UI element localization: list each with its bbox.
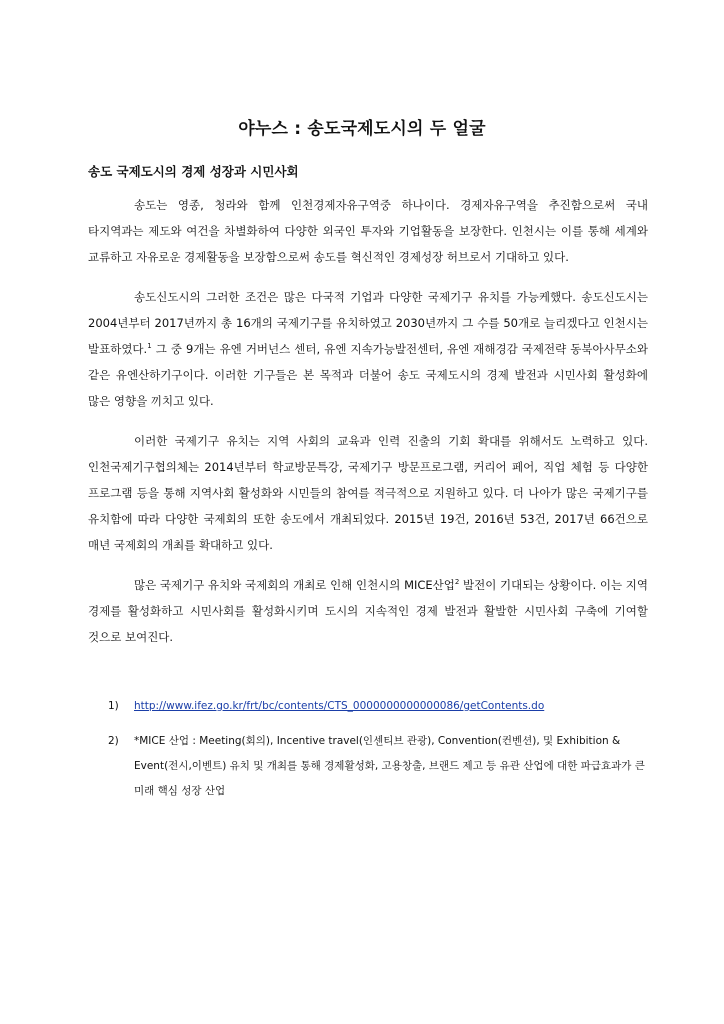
footnote-1-link[interactable]: http://www.ifez.go.kr/frt/bc/contents/CTS_0000000000000086/getContents.do — [134, 700, 545, 712]
footnote-1 — [108, 694, 652, 719]
paragraph-4-text-b: 발전이 기대되는 상황이다. 이는 지역 경제를 활성화하고 시민사회를 활성화시키며 도시의 지속적인 경제 발전과 활발한 시민사회 구축에 기여할 것으로 보여진다. — [88, 578, 648, 644]
footnote-2 — [108, 729, 652, 804]
body-text — [88, 192, 648, 664]
paragraph-1: 송도는 영종, 청라와 함께 인천경제자유구역중 하나이다. 경제자유구역을 추진함으로써 국내 타지역과는 제도와 여건을 차별화하여 다양한 외국인 투자와 기업활동을 보장한다. 인천시는 이를 통해 세계와 교류하고 자유로운 경제활동을 보장함으로써 송도를 혁신적인 경제성장 허브로서 기대하고 있다. — [88, 198, 648, 264]
footnote-1-number: 1) — [108, 700, 119, 712]
paragraph-4 — [88, 572, 648, 650]
paragraph-2 — [88, 284, 648, 414]
section-heading: 송도 국제도시의 경제 성장과 시민사회 — [88, 164, 299, 179]
footnote-ref-2[interactable]: 2 — [454, 578, 460, 587]
paragraph-4-text-a: 많은 국제기구 유치와 국제회의 개최로 인해 인천시의 MICE산업 — [134, 578, 455, 592]
footnote-ref-1[interactable]: 1 — [147, 342, 152, 351]
paragraph-2-text-a: 송도신도시의 그러한 조건은 많은 다국적 기업과 다양한 국제기구 유치를 가능케했다. 송도신도시는 2004년부터 2017년까지 총 16개의 국제기구를 유치하였고 2030년까지 그 수를 50개로 늘리겠다고 인천시는 발표하였다. — [88, 290, 648, 356]
footnote-2-number: 2) — [108, 735, 119, 747]
footnote-2-text: *MICE 산업 : Meeting(회의), Incentive travel(인센티브 관광), Convention(컨벤션), 및 Exhibition & Event(전시,이벤트) 유치 및 개최를 통해 경제활성화, 고용창출, 브랜드 제고 등 유관 산업에 대한 파급효과가 큰 미래 핵심 성장 산업 — [134, 735, 645, 797]
page-title: 야누스 : 송도국제도시의 두 얼굴 — [238, 119, 486, 139]
paragraph-3: 이러한 국제기구 유치는 지역 사회의 교육과 인력 진출의 기회 확대를 위해서도 노력하고 있다. 인천국제기구협의체는 2014년부터 학교방문특강, 국제기구 방문프로그램, 커리어 페어, 직업 체험 등 다양한 프로그램 등을 통해 지역사회 활성화와 시민들의 참여를 적극적으로 지원하고 있다. 더 나아가 많은 국제기구를 유치함에 따라 다양한 국제회의 또한 송도에서 개최되었다. 2015년 19건, 2016년 53건, 2017년 66건으로 매년 국제회의 개최를 확대하고 있다. — [88, 434, 648, 552]
paragraph-2-text-b: 그 중 9개는 유엔 거버넌스 센터, 유엔 지속가능발전센터, 유엔 재해경감 국제전략 동북아사무소와 같은 유엔산하기구이다. 이러한 기구들은 본 목적과 더불어 송도 국제도시의 경제 발전과 시민사회 활성화에 많은 영향을 끼치고 있다. — [88, 342, 648, 408]
footnotes — [108, 694, 652, 814]
